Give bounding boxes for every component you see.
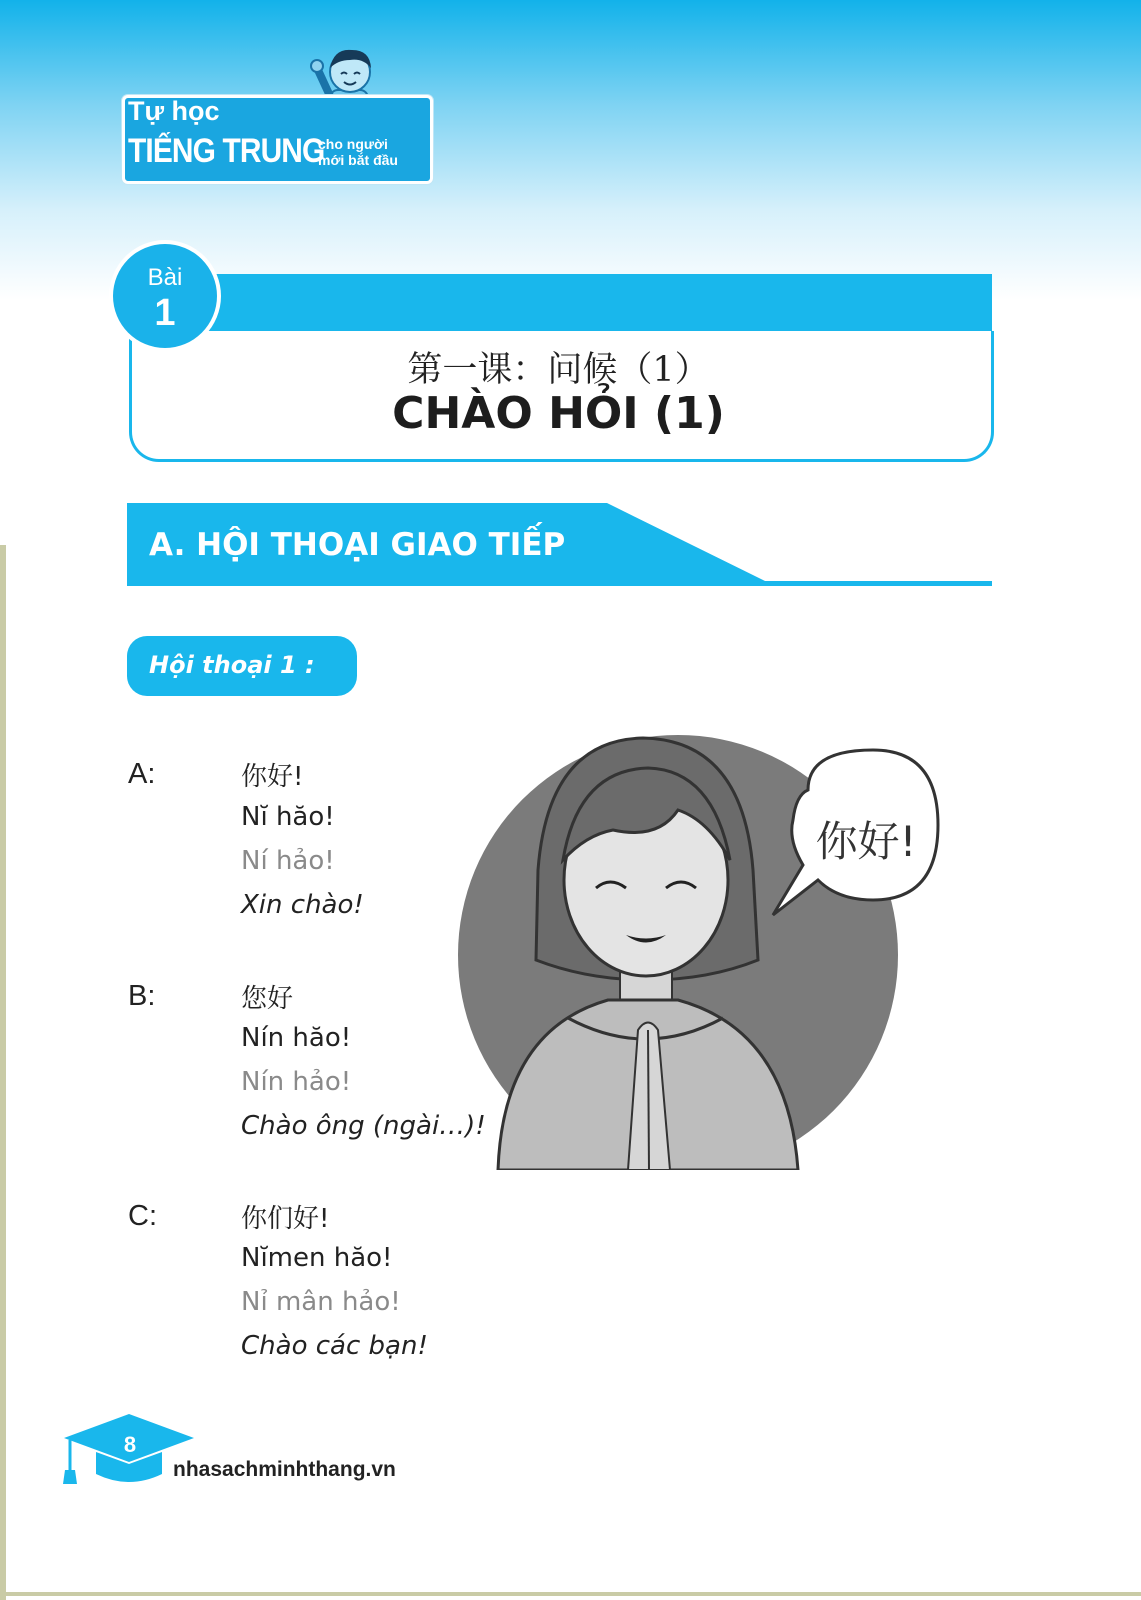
speaker-c: C: (128, 1200, 157, 1232)
lesson-badge-number: 1 (154, 292, 176, 334)
section-banner (127, 503, 992, 587)
section-title: A. HỘI THOẠI GIAO TIẾP (149, 527, 566, 563)
lesson-header-bar (183, 274, 992, 334)
lesson-badge (113, 244, 217, 348)
entry-b-phonetic: Nín hảo! (241, 1067, 352, 1097)
entry-b-pinyin: Nín hăo! (241, 1023, 352, 1053)
page-edge-bottom (0, 1592, 1141, 1596)
lesson-title-vietnamese: CHÀO HỎI (1) (392, 388, 725, 439)
entry-c-phonetic: Nỉ mân hảo! (241, 1287, 401, 1317)
logo-subtitle-line2: mới bắt đầu (318, 152, 398, 168)
publisher-website: nhasachminhthang.vn (173, 1458, 396, 1481)
book-logo (122, 40, 432, 180)
lesson-title-chinese: 第一课：问候（1） (407, 350, 710, 390)
entry-b-hanzi: 您好 (241, 984, 294, 1014)
entry-c-meaning: Chào các bạn! (241, 1331, 428, 1361)
speaker-b: B: (128, 980, 156, 1012)
entry-a-pinyin: Nĭ hăo! (241, 802, 335, 832)
speech-bubble-text: 你好! (815, 817, 917, 866)
entry-b-meaning: Chào ông (ngài…)! (241, 1111, 486, 1141)
entry-a-hanzi: 你好! (241, 762, 304, 792)
page-number: 8 (123, 1432, 137, 1457)
entry-c-hanzi: 你们好! (241, 1204, 330, 1234)
entry-a-meaning: Xin chào! (241, 890, 364, 920)
lesson-badge-word: Bài (147, 264, 183, 291)
logo-line2: TIẾNG TRUNG (128, 132, 325, 170)
entry-c-pinyin: Nĭmen hăo! (241, 1243, 393, 1273)
logo-line1: Tự học (128, 96, 220, 126)
dialog-title: Hội thoại 1 : (149, 651, 315, 679)
dialog-label-pill (127, 636, 357, 696)
logo-subtitle (318, 136, 428, 168)
page-edge-left (0, 545, 6, 1600)
speaker-a: A: (128, 758, 156, 790)
entry-a-phonetic: Ní hảo! (241, 846, 335, 876)
logo-subtitle-line1: cho người (318, 136, 388, 152)
greeting-woman-illustration (408, 730, 968, 1170)
